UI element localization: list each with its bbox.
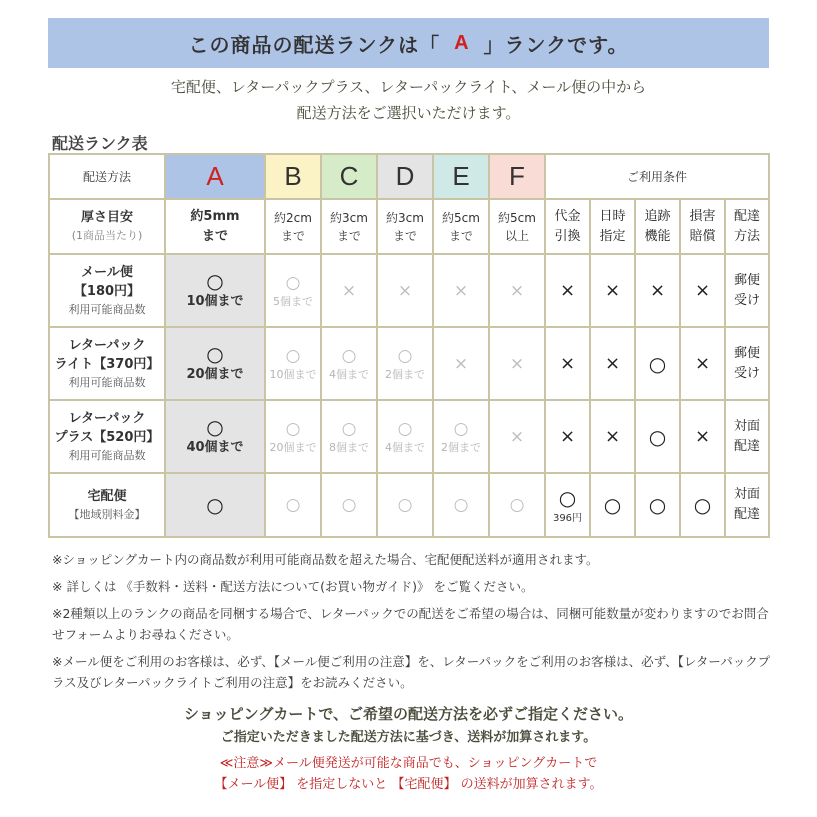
cod-cell: × [545, 327, 590, 400]
intro-line-2: 配送方法をご選択いただけます。 [296, 104, 521, 122]
rank-a-cell: ○ 20個まで [165, 327, 265, 400]
thickness-f: 約5cm 以上 [489, 199, 545, 254]
rank-f-cell: × [489, 254, 545, 327]
rank-b-cell: ○ 20個まで [265, 400, 321, 473]
rank-e-cell: ○ 2個まで [433, 400, 489, 473]
thickness-e: 約5cm まで [433, 199, 489, 254]
table-row [49, 473, 769, 537]
rank-b-cell: ○ [265, 473, 321, 537]
thickness-a: 約5mm まで [165, 199, 265, 254]
rank-d-cell: ○ 2個まで [377, 327, 433, 400]
tracking-cell: × [635, 254, 680, 327]
rank-b-cell: ○ 10個まで [265, 327, 321, 400]
condition-datetime: 日時 指定 [590, 199, 635, 254]
rank-a-cell: ○ 10個まで [165, 254, 265, 327]
rank-f-cell: ○ [489, 473, 545, 537]
table-header-row [49, 154, 769, 199]
insurance-cell: × [680, 400, 725, 473]
datetime-cell: × [590, 400, 635, 473]
rank-f-cell: × [489, 400, 545, 473]
insurance-cell: × [680, 327, 725, 400]
rank-e-cell: ○ [433, 473, 489, 537]
rank-header-e: E [433, 154, 489, 199]
conditions-header: ご利用条件 [545, 154, 769, 199]
thickness-b: 約2cm まで [265, 199, 321, 254]
banner-rank: A [454, 31, 470, 54]
rank-header-a: A [165, 154, 265, 199]
delivery-cell: 対面 配達 [725, 400, 769, 473]
row-label-takuhaibin: 宅配便 【地域別料金】 [49, 473, 165, 537]
datetime-cell: × [590, 327, 635, 400]
datetime-cell: × [590, 254, 635, 327]
note-cart-limit: ※ショッピングカート内の商品数が利用可能商品数を超えた場合、宅配便配送料が適用されます。 [52, 552, 599, 567]
rank-header-d: D [377, 154, 433, 199]
table-row [49, 400, 769, 473]
insurance-cell: × [680, 254, 725, 327]
thickness-d: 約3cm まで [377, 199, 433, 254]
notes-section [52, 549, 772, 699]
rank-a-cell: ○ 40個まで [165, 400, 265, 473]
rank-header-c: C [321, 154, 377, 199]
rank-banner [48, 18, 769, 68]
shipping-rank-table [48, 153, 770, 538]
table-title: 配送ランク表 [52, 134, 148, 153]
method-header: 配送方法 [49, 154, 165, 199]
note-guide-link: ※ 詳しくは 《手数料・送料・配送方法について(お買い物ガイド)》 をご覧ください。 [52, 579, 534, 594]
rank-d-cell: ○ 4個まで [377, 400, 433, 473]
emphasis-line-2: ご指定いただきました配送方法に基づき、送料が加算されます。 [220, 730, 597, 745]
intro-line-1: 宅配便、レターパックプラス、レターパックライト、メール便の中から [170, 78, 647, 96]
rank-f-cell: × [489, 327, 545, 400]
datetime-cell: ○ [590, 473, 635, 537]
row-label-mail: メール便 【180円】 利用可能商品数 [49, 254, 165, 327]
delivery-cell: 対面 配達 [725, 473, 769, 537]
delivery-cell: 郵便 受け [725, 254, 769, 327]
rank-header-f: F [489, 154, 545, 199]
rank-c-cell: ○ [321, 473, 377, 537]
row-label-letterpack-light: レターパック ライト【370円】 利用可能商品数 [49, 327, 165, 400]
cod-cell: × [545, 254, 590, 327]
intro-text [0, 74, 817, 126]
rank-d-cell: × [377, 254, 433, 327]
rank-e-cell: × [433, 254, 489, 327]
rank-c-cell: ○ 8個まで [321, 400, 377, 473]
note-mixed-ranks: ※2種類以上のランクの商品を同梱する場合で、レターパックでの配送をご希望の場合は、同梱可能数量が変わりますのでお問合せフォームよりお尋ねください。 [52, 606, 769, 642]
table-row [49, 327, 769, 400]
table-row [49, 254, 769, 327]
rank-e-cell: × [433, 327, 489, 400]
banner-text-before: この商品の配送ランクは「 [188, 32, 441, 57]
warning-line-2: 【メール便】 を指定しないと 【宅配便】 の送料が加算されます。 [214, 777, 603, 792]
condition-insurance: 損害 賠償 [680, 199, 725, 254]
rank-c-cell: × [321, 254, 377, 327]
rank-b-cell: ○ 5個まで [265, 254, 321, 327]
cod-cell: × [545, 400, 590, 473]
insurance-cell: ○ [680, 473, 725, 537]
rank-header-b: B [265, 154, 321, 199]
row-label-letterpack-plus: レターパック プラス【520円】 利用可能商品数 [49, 400, 165, 473]
rank-d-cell: ○ [377, 473, 433, 537]
rank-a-cell: ○ [165, 473, 265, 537]
warning-line-1: ≪注意≫メール便発送が可能な商品でも、ショッピングカートで [219, 756, 598, 771]
thickness-c: 約3cm まで [321, 199, 377, 254]
condition-cod: 代金 引換 [545, 199, 590, 254]
tracking-cell: ○ [635, 327, 680, 400]
tracking-cell: ○ [635, 473, 680, 537]
banner-text-after: 」ランクです。 [483, 32, 629, 57]
condition-delivery: 配達 方法 [725, 199, 769, 254]
tracking-cell: ○ [635, 400, 680, 473]
cod-cell: ○ 396円 [545, 473, 590, 537]
emphasis-line-1: ショッピングカートで、ご希望の配送方法を必ずご指定ください。 [183, 705, 634, 723]
delivery-cell: 郵便 受け [725, 327, 769, 400]
condition-tracking: 追跡 機能 [635, 199, 680, 254]
thickness-row [49, 199, 769, 254]
rank-c-cell: ○ 4個まで [321, 327, 377, 400]
thickness-label: 厚さ目安 (1商品当たり) [49, 199, 165, 254]
note-read-cautions: ※メール便をご利用のお客様は、必ず、【メール便ご利用の注意】を、レターパックをご利用のお客様は、必ず、【レターパックプラス及びレターパックライトご利用の注意】をお読みください。 [52, 654, 771, 690]
